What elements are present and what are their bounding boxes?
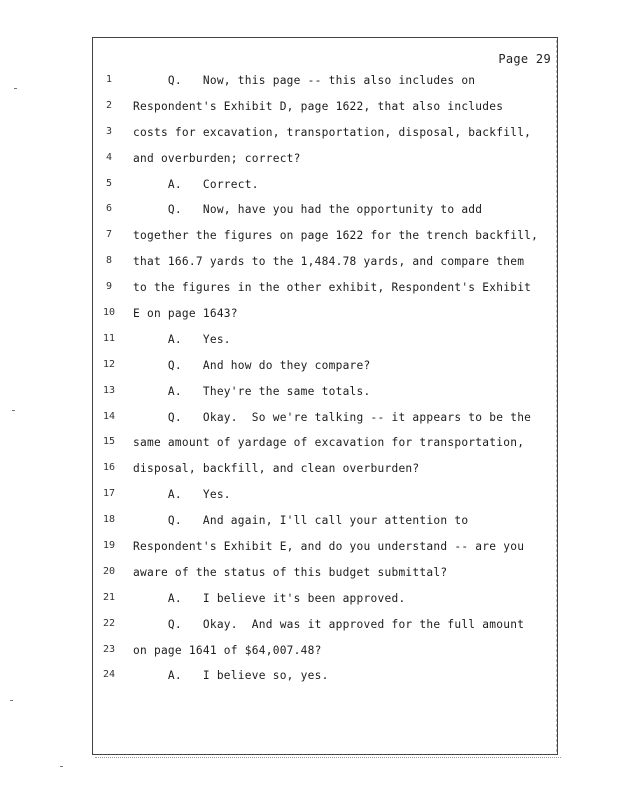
transcript-line — [93, 307, 557, 333]
scan-speck — [60, 766, 63, 767]
transcript-line — [93, 592, 557, 618]
transcript-line — [93, 514, 557, 540]
line-number: 17 — [102, 488, 116, 500]
line-text: costs for excavation, transportation, disposal, backfill, — [133, 125, 532, 139]
line-number: 18 — [102, 514, 116, 526]
transcript-line — [93, 229, 557, 255]
line-number: 20 — [102, 565, 116, 577]
line-number: 15 — [102, 436, 116, 448]
line-text: and overburden; correct? — [133, 151, 301, 165]
line-number: 24 — [102, 669, 116, 681]
transcript-line — [93, 281, 557, 307]
transcript-line — [93, 126, 557, 152]
line-number: 7 — [105, 229, 113, 241]
page-number: Page 29 — [498, 52, 551, 66]
line-number: 5 — [105, 177, 113, 189]
line-number: 11 — [102, 332, 116, 344]
line-text: that 166.7 yards to the 1,484.78 yards, and compare them — [133, 255, 525, 269]
footer-rule — [95, 757, 561, 762]
line-text: A. Correct. — [133, 177, 259, 191]
transcript-line — [93, 669, 557, 695]
transcript-line — [93, 178, 557, 204]
transcript-line — [93, 152, 557, 178]
transcript-line — [93, 333, 557, 359]
transcript-line — [93, 540, 557, 566]
transcript-line — [93, 255, 557, 281]
line-text: on page 1641 of $64,007.48? — [133, 643, 322, 657]
line-text: A. Yes. — [133, 488, 231, 502]
line-number: 19 — [102, 540, 116, 552]
line-text: A. I believe it's been approved. — [133, 591, 406, 605]
line-text: Q. Okay. And was it approved for the full amount — [133, 617, 525, 631]
transcript-line — [93, 385, 557, 411]
transcript-line — [93, 488, 557, 514]
line-number: 6 — [105, 203, 113, 215]
transcript-lines — [93, 74, 557, 695]
line-number: 4 — [105, 151, 113, 163]
line-number: 14 — [102, 410, 116, 422]
line-text: Q. And how do they compare? — [133, 358, 371, 372]
transcript-line — [93, 436, 557, 462]
line-text: E on page 1643? — [133, 307, 238, 321]
line-number: 21 — [102, 591, 116, 603]
scan-speck — [14, 88, 17, 89]
transcript-line — [93, 566, 557, 592]
line-text: Q. Now, this page -- this also includes on — [133, 74, 476, 87]
line-text: A. They're the same totals. — [133, 384, 371, 398]
transcript-line — [93, 74, 557, 100]
line-text: Q. Okay. So we're talking -- it appears to be the — [133, 410, 532, 424]
line-number: 3 — [105, 125, 113, 137]
line-text: Respondent's Exhibit D, page 1622, that also includes — [133, 99, 504, 113]
transcript-line — [93, 203, 557, 229]
transcript-line — [93, 644, 557, 670]
line-text: A. Yes. — [133, 332, 231, 346]
line-text: same amount of yardage of excavation for transportation, — [133, 436, 525, 450]
line-number: 23 — [102, 643, 116, 655]
transcript-line — [93, 618, 557, 644]
line-number: 13 — [102, 384, 116, 396]
transcript-page — [92, 37, 558, 755]
scan-speck — [10, 700, 13, 701]
line-text: to the figures in the other exhibit, Respondent's Exhibit — [133, 281, 532, 295]
scan-speck — [12, 410, 15, 411]
transcript-line — [93, 100, 557, 126]
line-text: aware of the status of this budget submittal? — [133, 565, 448, 579]
line-text: Q. And again, I'll call your attention to — [133, 514, 469, 528]
line-text: disposal, backfill, and clean overburden? — [133, 462, 420, 476]
transcript-line — [93, 462, 557, 488]
line-number: 10 — [102, 307, 116, 319]
line-number: 1 — [105, 74, 113, 85]
right-margin-rule — [556, 40, 563, 752]
line-text: Q. Now, have you had the opportunity to add — [133, 203, 483, 217]
line-number: 12 — [102, 358, 116, 370]
line-number: 16 — [102, 462, 116, 474]
transcript-line — [93, 359, 557, 385]
line-number: 9 — [105, 281, 113, 293]
line-text: Respondent's Exhibit E, and do you understand -- are you — [133, 540, 525, 554]
line-number: 2 — [105, 99, 113, 111]
line-text: A. I believe so, yes. — [133, 669, 329, 683]
line-number: 8 — [105, 255, 113, 267]
line-number: 22 — [102, 617, 116, 629]
transcript-line — [93, 411, 557, 437]
line-text: together the figures on page 1622 for the trench backfill, — [133, 229, 539, 243]
